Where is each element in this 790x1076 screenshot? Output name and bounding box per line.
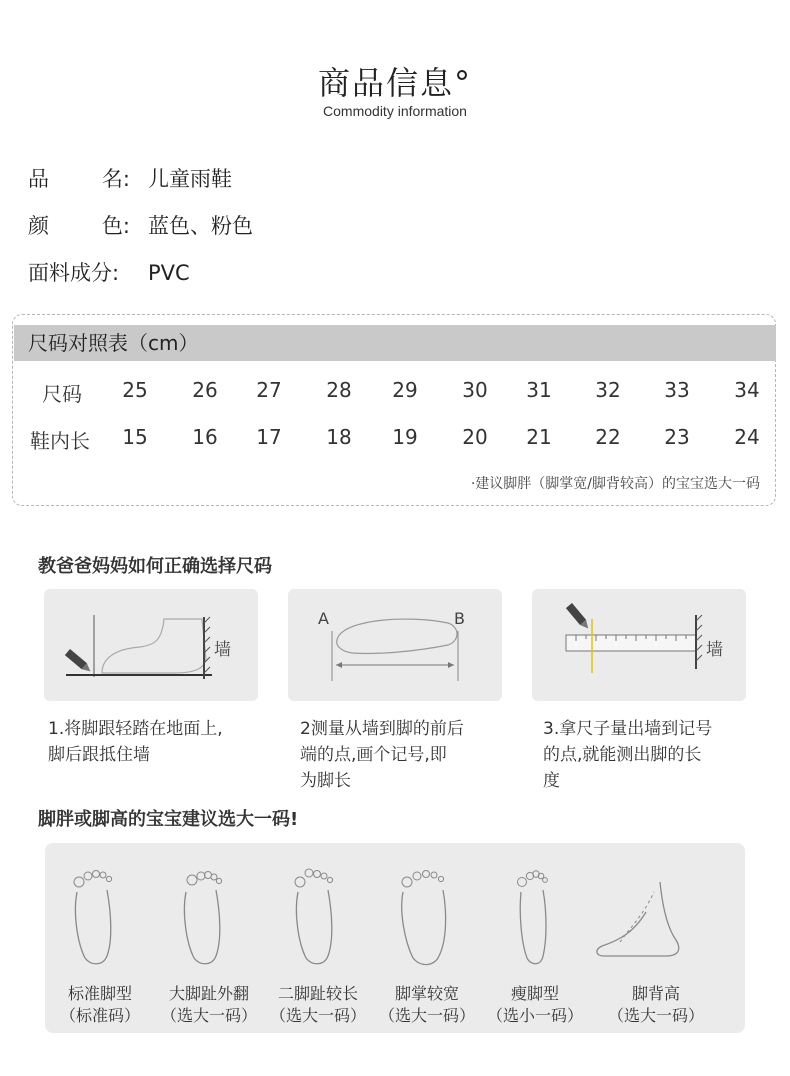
foot-type-name: 脚背高 <box>631 984 680 1003</box>
info-value: 蓝色、粉色 <box>148 214 253 238</box>
length-cell: 23 <box>664 425 690 449</box>
info-row-material <box>28 257 190 287</box>
length-row-label: 鞋内长 <box>30 429 90 453</box>
page-title: 商品信息° <box>317 64 472 102</box>
foot-type-advice: （选小一码） <box>486 1006 583 1025</box>
info-label: 面料成分: <box>28 261 120 285</box>
foot-type-advice: （选大一码） <box>607 1006 704 1025</box>
size-cell: 33 <box>664 378 690 402</box>
foot-type-label <box>367 983 487 1027</box>
foot-type-name: 二脚趾较长 <box>277 984 358 1003</box>
wall-label: 墙 <box>706 640 723 660</box>
info-label-char: 品 <box>28 167 49 191</box>
info-row-name <box>28 163 232 193</box>
info-label-char: 色: <box>101 214 130 238</box>
length-cell: 20 <box>462 425 488 449</box>
info-label <box>28 210 130 240</box>
length-cell: 16 <box>192 425 218 449</box>
size-cell: 34 <box>734 378 760 402</box>
size-cell: 29 <box>392 378 418 402</box>
foot-type-advice: （选大一码） <box>160 1006 257 1025</box>
long-second-toe-foot-icon <box>276 862 356 972</box>
length-cell: 17 <box>256 425 282 449</box>
size-cell: 32 <box>595 378 621 402</box>
info-label-char: 名: <box>101 167 130 191</box>
step-text-line: 1.将脚跟轻踏在地面上, <box>48 719 223 739</box>
foot-outline-icon <box>288 589 502 701</box>
length-cell: 15 <box>122 425 148 449</box>
foot-type-name: 脚掌较宽 <box>394 984 459 1003</box>
length-cell: 18 <box>326 425 352 449</box>
foot-type-label <box>40 983 160 1027</box>
wall-label: 墙 <box>214 640 231 660</box>
info-label <box>28 163 130 193</box>
length-cell: 22 <box>595 425 621 449</box>
step-3-text <box>543 716 743 794</box>
info-label-char: 颜 <box>28 214 49 238</box>
size-chart-note: ·建议脚胖（脚掌宽/脚背较高）的宝宝选大一码 <box>470 476 760 492</box>
size-chart-header: 尺码对照表（cm） <box>14 325 776 361</box>
wide-foot-icon <box>385 862 465 972</box>
foot-type-name: 瘦脚型 <box>510 984 559 1003</box>
foot-types-title: 脚胖或脚高的宝宝建议选大一码! <box>38 809 299 830</box>
size-cell: 25 <box>122 378 148 402</box>
step-2-illustration <box>288 589 502 701</box>
length-cell: 24 <box>734 425 760 449</box>
foot-type-advice: （选大一码） <box>378 1006 475 1025</box>
foot-type-name: 标准脚型 <box>67 984 132 1003</box>
length-cell: 19 <box>392 425 418 449</box>
point-a-label: A <box>318 609 329 628</box>
foot-type-label <box>475 983 595 1027</box>
size-cell: 31 <box>526 378 552 402</box>
step-text-line: 2测量从墙到脚的前后 <box>300 719 464 739</box>
step-2-text <box>300 716 500 794</box>
foot-type-advice: （标准码） <box>59 1006 140 1025</box>
info-value: PVC <box>148 261 190 285</box>
step-text-line: 端的点,画个记号,即 <box>300 745 447 765</box>
foot-type-label <box>258 983 378 1027</box>
foot-type-advice: （选大一码） <box>269 1006 366 1025</box>
foot-type-label <box>596 983 716 1027</box>
measure-section-title: 教爸爸妈妈如何正确选择尺码 <box>38 556 272 577</box>
length-row <box>14 425 776 455</box>
size-cell: 27 <box>256 378 282 402</box>
step-text-line: 3.拿尺子量出墙到记号 <box>543 719 713 739</box>
foot-type-name: 大脚趾外翻 <box>168 984 249 1003</box>
point-b-label: B <box>454 609 465 628</box>
step-text-line: 脚后跟抵住墙 <box>48 745 150 765</box>
size-row-label: 尺码 <box>42 382 82 406</box>
step-1-text <box>48 716 248 768</box>
slim-foot-icon <box>495 862 575 972</box>
size-cell: 26 <box>192 378 218 402</box>
length-cell: 21 <box>526 425 552 449</box>
size-cell: 30 <box>462 378 488 402</box>
step-3-illustration <box>532 589 746 701</box>
info-row-color <box>28 210 253 240</box>
step-text-line: 为脚长 <box>300 771 351 791</box>
standard-foot-icon <box>55 862 135 972</box>
high-instep-foot-icon <box>590 862 710 972</box>
info-value: 儿童雨鞋 <box>148 167 232 191</box>
step-text-line: 的点,就能测出脚的长 <box>543 745 702 765</box>
step-text-line: 度 <box>543 771 560 791</box>
page-subtitle: Commodity information <box>323 103 467 119</box>
foot-type-label <box>149 983 269 1027</box>
size-row <box>14 378 776 408</box>
bunion-foot-icon <box>164 862 244 972</box>
step-1-illustration <box>44 589 258 701</box>
size-cell: 28 <box>326 378 352 402</box>
